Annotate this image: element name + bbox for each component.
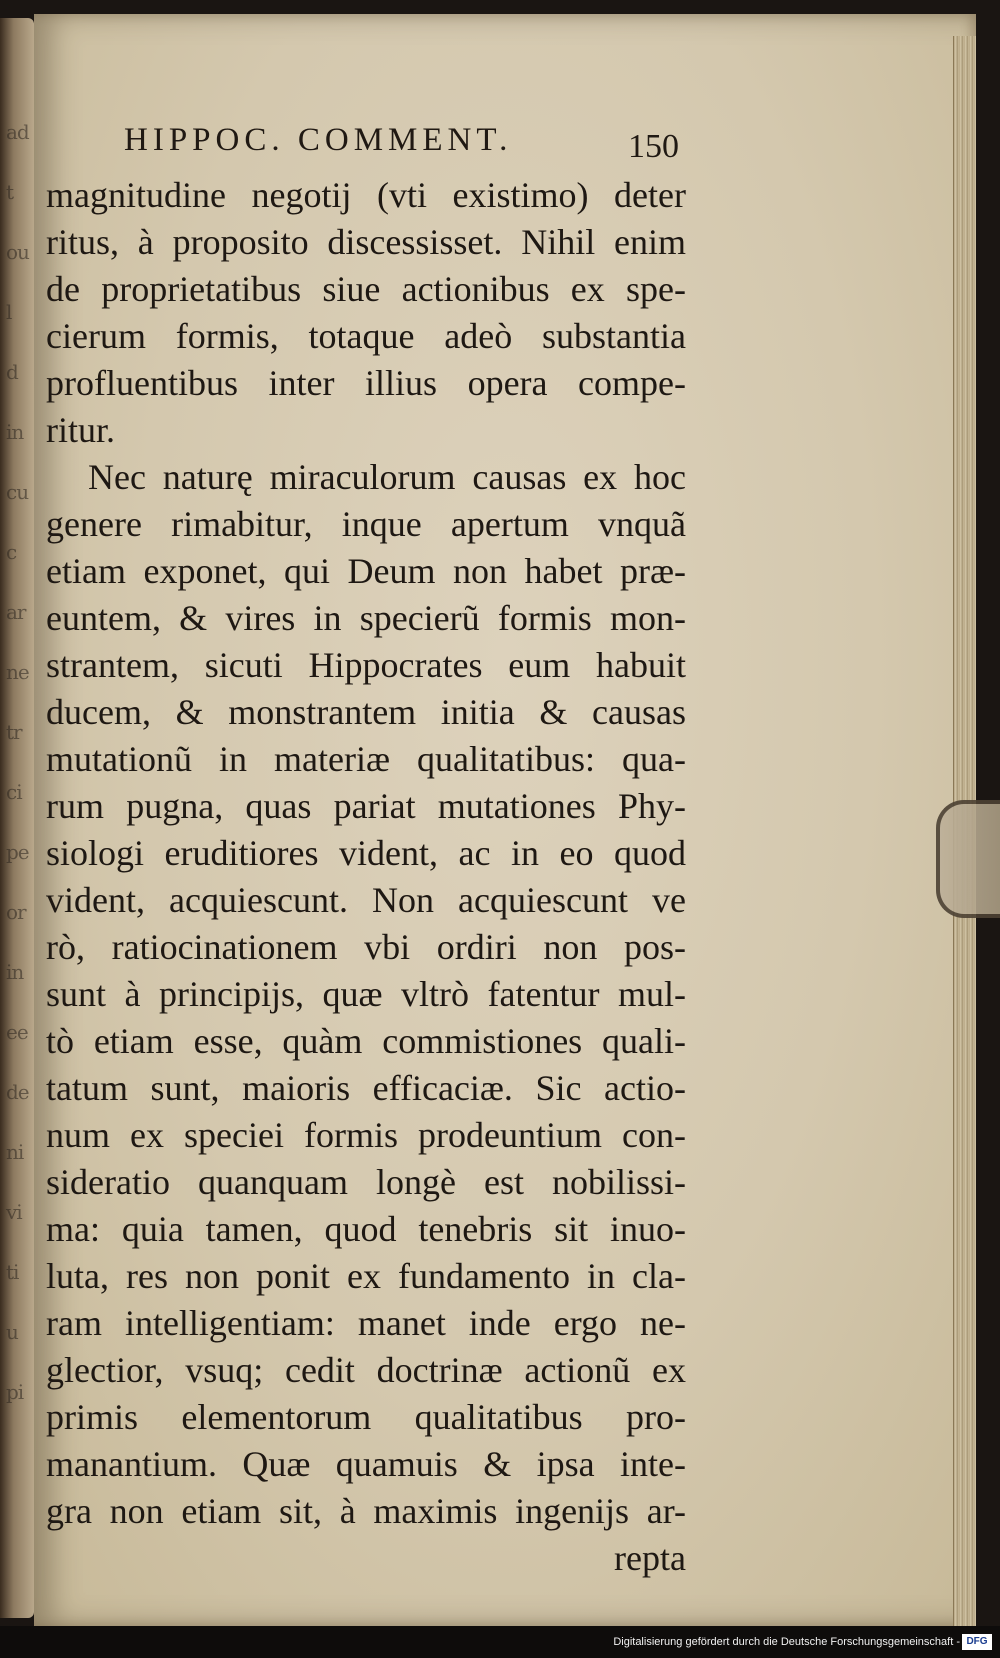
facing-page-fragment: vi	[6, 1200, 22, 1224]
page-number: 150	[628, 128, 679, 165]
running-head: HIPPOC. COMMENT.	[124, 122, 513, 158]
text-line: etiam exponet, qui Deum non habet præ-	[46, 551, 686, 591]
text-line: vident, acquiescunt. Non acquiescunt ve	[46, 880, 686, 920]
text-line: rò, ratiocinationem vbi ordiri non pos-	[46, 927, 686, 967]
facing-page-fragment: pe	[6, 840, 29, 864]
facing-page-fragment: cu	[6, 480, 29, 504]
facing-page-fragment: in	[6, 420, 24, 444]
facing-page-fragment: ti	[6, 1260, 19, 1284]
text-line: ritur.	[46, 410, 115, 450]
text-line: sunt à principijs, quæ vltrò fatentur mul-	[46, 974, 686, 1014]
facing-page-fragment: ar	[6, 600, 26, 624]
text-line: gra non etiam sit, à maximis ingenijs ar-	[46, 1491, 686, 1531]
facing-page-fragment: or	[6, 900, 26, 924]
text-line: strantem, sicuti Hippocrates eum habuit	[46, 645, 686, 685]
text-line: ducem, & monstrantem initia & causas	[46, 692, 686, 732]
paragraph-start-line: Nec naturę miraculorum causas ex hoc	[88, 457, 686, 497]
text-line: profluentibus inter illius opera compe-	[46, 363, 686, 403]
facing-page-fragment: ou	[6, 240, 29, 264]
facing-page-fragment: l	[6, 300, 12, 324]
dfg-logo: DFG	[962, 1634, 992, 1650]
text-line: cierum formis, totaque adeò substantia	[46, 316, 686, 356]
facing-page-fragment: ne	[6, 660, 29, 684]
text-line: sideratio quanquam longè est nobilissi-	[46, 1162, 686, 1202]
text-line: primis elementorum qualitatibus pro-	[46, 1397, 686, 1437]
facing-page-fragment: d	[6, 360, 18, 384]
facing-page-fragment: ad	[6, 120, 29, 144]
text-line: siologi eruditiores vident, ac in eo quod	[46, 833, 686, 873]
text-line: num ex speciei formis prodeuntium con-	[46, 1115, 686, 1155]
catchword: repta	[614, 1538, 686, 1578]
text-line: de proprietatibus siue actionibus ex spe-	[46, 269, 686, 309]
text-block	[46, 172, 686, 1582]
facing-page-fragment: u	[6, 1320, 18, 1344]
facing-page-fragment: in	[6, 960, 24, 984]
text-line: rum pugna, quas pariat mutationes Phy-	[46, 786, 686, 826]
text-line: glectior, vsuq; cedit doctrinæ actionũ ex	[46, 1350, 686, 1390]
book-clasp	[936, 800, 1000, 918]
text-line: tò etiam esse, quàm commistiones quali-	[46, 1021, 686, 1061]
facing-page-fragment: tr	[6, 720, 22, 744]
facing-page-fragment: ci	[6, 780, 22, 804]
text-line: tatum sunt, maioris efficaciæ. Sic actio-	[46, 1068, 686, 1108]
text-line: manantium. Quæ quamuis & ipsa inte-	[46, 1444, 686, 1484]
text-line: luta, res non ponit ex fundamento in cla-	[46, 1256, 686, 1296]
text-line: genere rimabitur, inque apertum vnquã	[46, 504, 686, 544]
text-line: ma: quia tamen, quod tenebris sit inuo-	[46, 1209, 686, 1249]
text-line: ritus, à proposito discessisset. Nihil enim	[46, 222, 686, 262]
facing-page-fragment: de	[6, 1080, 29, 1104]
text-line: ram intelligentiam: manet inde ergo ne-	[46, 1303, 686, 1343]
text-line: euntem, & vires in specierũ formis mon-	[46, 598, 686, 638]
facing-page-fragment: t	[6, 180, 14, 204]
facing-page-fragment: pi	[6, 1380, 24, 1404]
digitization-credit: Digitalisierung gefördert durch die Deutsche Forschungsgemeinschaft -	[0, 1626, 1000, 1658]
facing-page-fragment: ee	[6, 1020, 28, 1044]
facing-page-fragment: c	[6, 540, 17, 564]
text-line: magnitudine negotij (vti existimo) deter	[46, 175, 686, 215]
text-line: mutationũ in materiæ qualitatibus: qua-	[46, 739, 686, 779]
facing-page-fragment: ni	[6, 1140, 24, 1164]
